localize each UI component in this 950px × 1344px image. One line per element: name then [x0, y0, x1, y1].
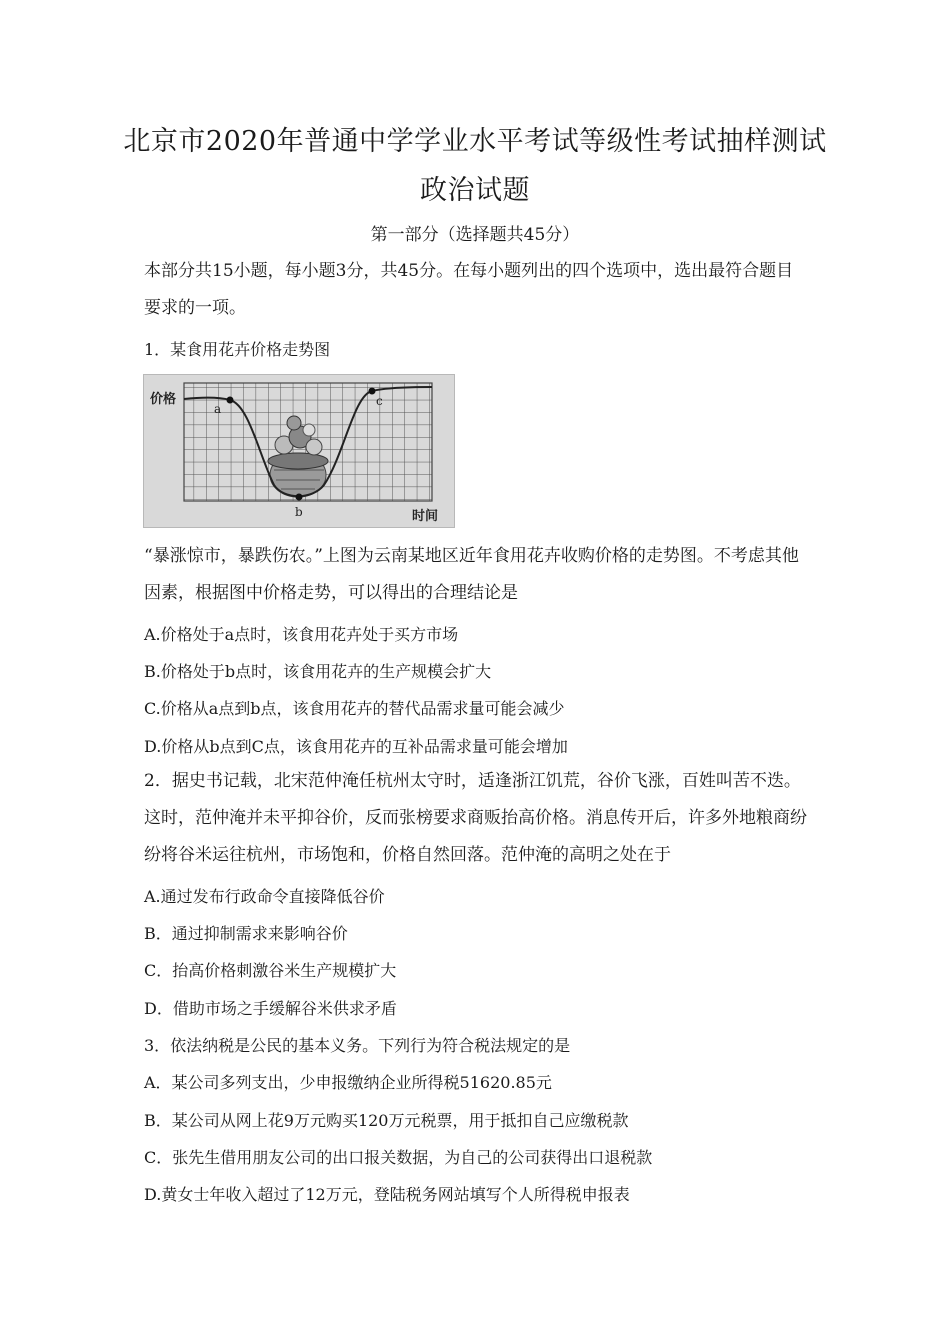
question-3-option-c: C．张先生借用朋友公司的出口报关数据，为自己的公司获得出口退税款: [144, 1148, 653, 1167]
y-axis-label: 价格: [150, 392, 177, 407]
question-1-option-d: D.价格从b点到C点，该食用花卉的互补品需求量可能会增加: [144, 737, 568, 756]
question-1-option-a: A.价格处于a点时，该食用花卉处于买方市场: [144, 625, 459, 644]
question-3-option-a: A．某公司多列支出，少申报缴纳企业所得税51620.85元: [144, 1073, 552, 1092]
exam-title: 北京市2020年普通中学学业水平考试等级性考试抽样测试: [123, 126, 827, 157]
section-instructions: 本部分共15小题，每小题3分，共45分。在每小题列出的四个选项中，选出最符合题目要求的一项。: [144, 261, 794, 318]
question-3-option-b: B．某公司从网上花9万元购买120万元税票，用于抵扣自己应缴税款: [144, 1111, 629, 1130]
point-c-marker: [369, 388, 376, 395]
section-heading: 第一部分（选择题共45分）: [370, 225, 580, 245]
question-2-option-d: D．借助市场之手缓解谷米供求矛盾: [144, 999, 397, 1018]
question-1-description: “暴涨惊市，暴跌伤农。”上图为云南某地区近年食用花卉收购价格的走势图。不考虑其他因素，根据图中价格走势，可以得出的合理结论是: [144, 546, 799, 603]
question-1-option-c: C.价格从a点到b点，该食用花卉的替代品需求量可能会减少: [144, 699, 565, 718]
exam-subject-title: 政治试题: [420, 175, 530, 206]
price-trend-chart: [144, 375, 454, 527]
question-2-option-c: C．抬高价格刺激谷米生产规模扩大: [144, 961, 397, 980]
question-3-option-d: D.黄女士年收入超过了12万元，登陆税务网站填写个人所得税申报表: [144, 1185, 630, 1204]
question-3-stem: 3．依法纳税是公民的基本义务。下列行为符合税法规定的是: [144, 1036, 571, 1055]
point-a-label: a: [214, 402, 222, 416]
point-a-marker: [227, 397, 234, 404]
point-c-label: c: [376, 394, 383, 408]
question-1-stem: 1．某食用花卉价格走势图: [144, 340, 331, 359]
question-2-stem: 2．据史书记载，北宋范仲淹任杭州太守时，适逢浙江饥荒，谷价飞涨，百姓叫苦不迭。这时，范仲淹并未平抑谷价，反而张榜要求商贩抬高价格。消息传开后，许多外地粮商纷纷将谷米运往杭州，市场饱和，价格自然回落。范仲淹的高明之处在于: [144, 771, 807, 865]
point-b-label: b: [295, 505, 303, 519]
price-trend-figure: [143, 374, 455, 528]
point-b-marker: [296, 494, 303, 501]
question-2-option-b: B．通过抑制需求来影响谷价: [144, 924, 348, 943]
question-1-option-b: B.价格处于b点时，该食用花卉的生产规模会扩大: [144, 662, 492, 681]
question-2-option-a: A.通过发布行政命令直接降低谷价: [144, 887, 385, 906]
x-axis-label: 时间: [412, 509, 439, 524]
